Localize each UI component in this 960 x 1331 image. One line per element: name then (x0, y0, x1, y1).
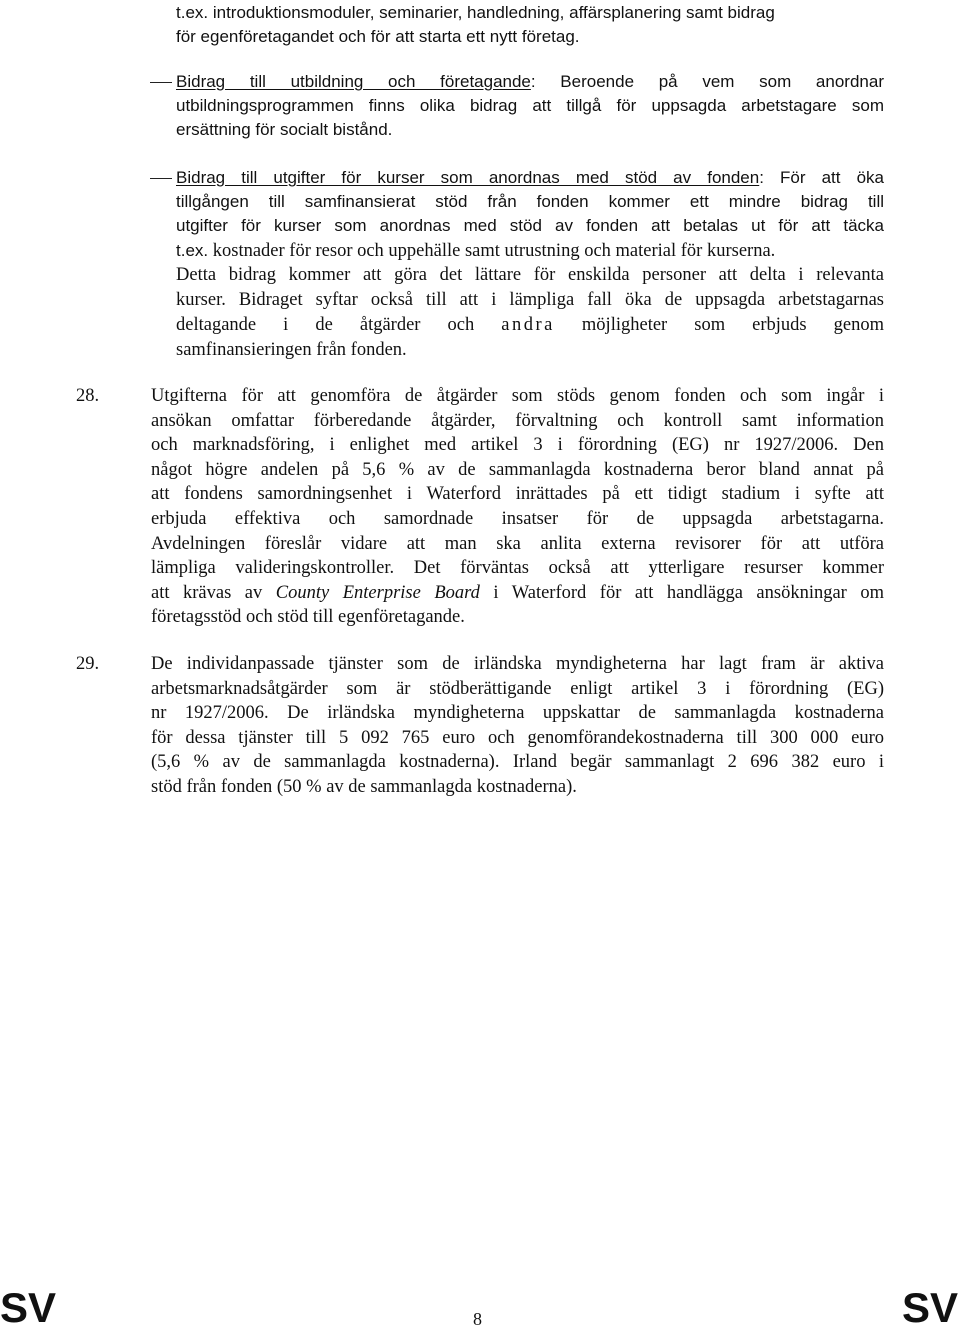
bullet2-line-7: deltagande i de åtgärder och andra möjligheter som erbjuds genom (176, 315, 884, 335)
bullet2-line-5: Detta bidrag kommer att göra det lättare för enskilda personer att delta i relevanta (176, 265, 884, 285)
bullet2-line-6: kurser. Bidraget syftar också till att i lämpliga fall öka de uppsagda arbetstagarnas (176, 290, 884, 310)
paragraph-28-number: 28. (76, 386, 100, 406)
paragraph-29-number: 29. (76, 654, 100, 674)
para28-line-7: Avdelningen föreslår vidare att man ska anlita externa revisorer för att utföra (151, 534, 884, 554)
footer-language-left: SV (0, 1284, 57, 1331)
bullet1-line-2: utbildningsprogrammen finns olika bidrag att tillgå för uppsagda arbetstagare som (176, 96, 884, 115)
para28-line-8: lämpliga valideringskontroller. Det förväntas också att ytterligare resurser kommer (151, 558, 884, 578)
para28-line-6: erbjuda effektiva och samordnade insatser för de uppsagda arbetstagarna. (151, 509, 884, 529)
intro-line-1: t.ex. introduktionsmoduler, seminarier, handledning, affärsplanering samt bidrag (176, 3, 775, 22)
para29-line-5: (5,6 % av de sammanlagda kostnaderna). Irland begär sammanlagt 2 696 382 euro i (151, 752, 884, 772)
bullet-dash-1 (150, 82, 172, 83)
bullet2-line-8: samfinansieringen från fonden. (176, 340, 407, 360)
para28-line-5: att fondens samordningsenhet i Waterford inrättades på ett tidigt stadium i syfte att (151, 484, 884, 504)
para28-line-3: och marknadsföring, i enlighet med artikel 3 i förordning (EG) nr 1927/2006. Den (151, 435, 884, 455)
page-number: 8 (473, 1309, 482, 1329)
para29-line-4: för dessa tjänster till 5 092 765 euro och genomförandekostnaderna till 300 000 euro (151, 728, 884, 748)
bullet1-line-1: Bidrag till utbildning och företagande: Beroende på vem som anordnar (176, 72, 884, 91)
bullet2-line-3: utgifter för kurser som anordnas med stöd av fonden att betalas ut för att täcka (176, 216, 884, 235)
para28-line-2: ansökan omfattar förberedande åtgärder, förvaltning och kontroll samt information (151, 411, 884, 431)
para29-line-3: nr 1927/2006. De irländska myndigheterna uppskattar de sammanlagda kostnaderna (151, 703, 884, 723)
bullet-dash-2 (150, 178, 172, 179)
para29-line-2: arbetsmarknadsåtgärder som är stödberättigande enligt artikel 3 i förordning (EG) (151, 679, 884, 699)
footer-language-right: SV (901, 1284, 958, 1331)
para28-line-10: företagsstöd och stöd till egenföretagande. (151, 607, 465, 627)
bullet2-line-1: Bidrag till utgifter för kurser som anordnas med stöd av fonden: För att öka (176, 168, 884, 187)
bullet1-line-3: ersättning för socialt bistånd. (176, 120, 393, 139)
para28-line-1: Utgifterna för att genomföra de åtgärder som stöds genom fonden och som ingår i (151, 386, 884, 406)
para29-line-6: stöd från fonden (50 % av de sammanlagda kostnaderna). (151, 777, 577, 797)
bullet2-line-4: t.ex. kostnader för resor och uppehälle samt utrustning och material för kurserna. (176, 241, 776, 261)
county-enterprise-board: County Enterprise Board (275, 583, 480, 603)
para28-line-4: något högre andelen på 5,6 % av de sammanlagda kostnaderna beror bland annat på (151, 460, 884, 480)
bullet1-title: Bidrag till utbildning och företagande (176, 72, 531, 91)
para28-line-9: att krävas av County Enterprise Board i Waterford för att handlägga ansökningar om (151, 583, 884, 603)
bullet2-title: Bidrag till utgifter för kurser som anordnas med stöd av fonden (176, 168, 760, 187)
intro-line-2: för egenföretagandet och för att starta ett nytt företag. (176, 27, 580, 46)
para29-line-1: De individanpassade tjänster som de irländska myndigheterna har lagt fram är aktiva (151, 654, 884, 674)
bullet2-line-2: tillgången till samfinansierat stöd från fonden kommer ett mindre bidrag till (176, 192, 884, 211)
